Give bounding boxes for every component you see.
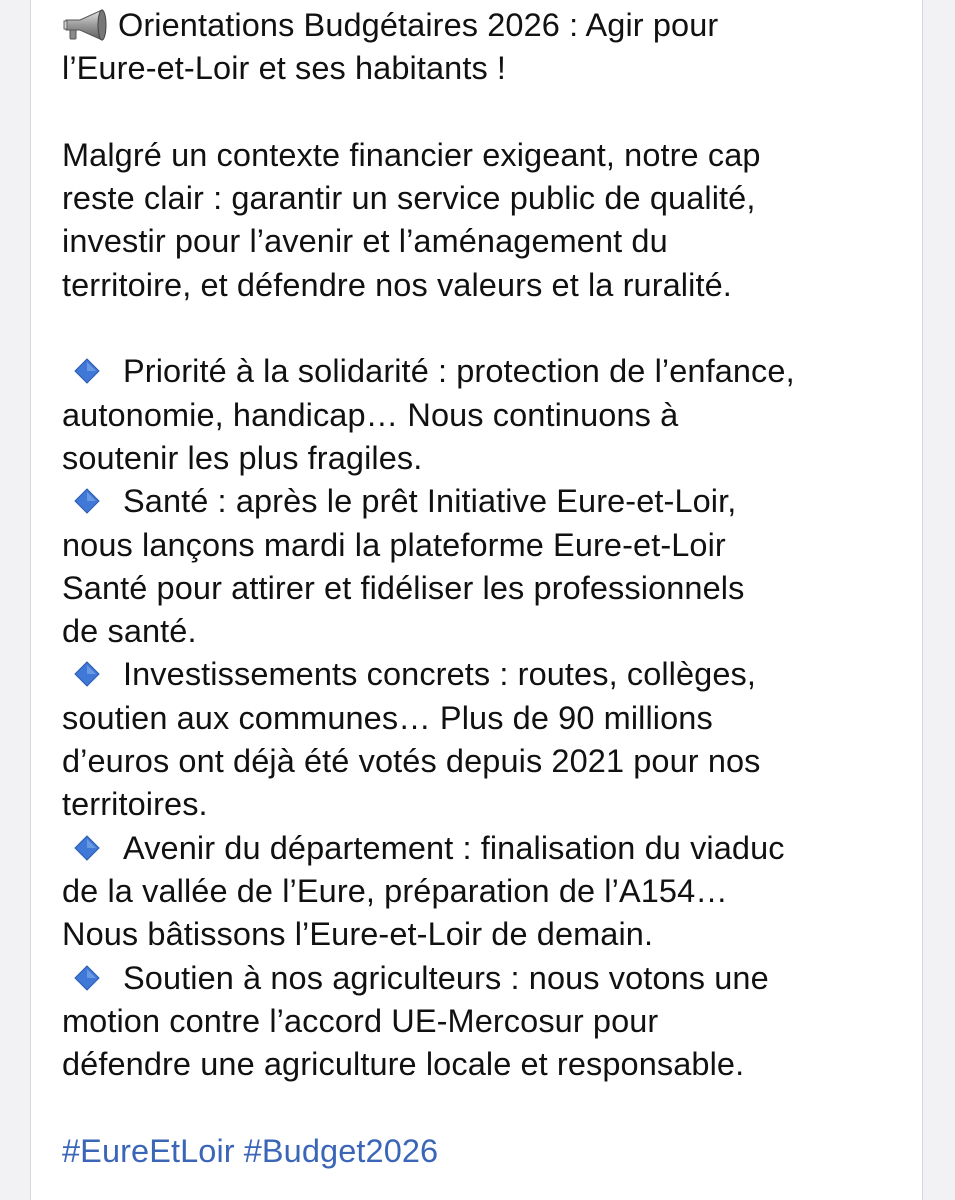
bullet-investissements-line-4: territoires. xyxy=(62,786,208,823)
blue-diamond-icon xyxy=(74,835,100,861)
post-title-line-1 xyxy=(62,4,902,47)
blue-diamond-icon xyxy=(74,488,100,514)
intro-line-4: territoire, et défendre nos valeurs et la ruralité. xyxy=(62,266,732,303)
hashtag-eureetloir-link[interactable]: #EureEtLoir xyxy=(62,1132,235,1169)
intro-line-2: reste clair : garantir un service public de qualité, xyxy=(62,180,756,217)
bullet-solidarite-line-2: autonomie, handicap… Nous continuons à xyxy=(62,396,679,433)
blue-diamond-icon xyxy=(74,661,100,687)
bullet-agriculteurs-line-3: défendre une agriculture locale et responsable. xyxy=(62,1046,745,1083)
hashtags xyxy=(62,1130,902,1173)
bullet-agriculteurs-line-2: motion contre l’accord UE-Mercosur pour xyxy=(62,1002,659,1039)
megaphone-icon xyxy=(62,8,110,42)
post-title-line-2: l’Eure-et-Loir et ses habitants ! xyxy=(62,50,507,87)
bullet-sante-line-2: nous lançons mardi la plateforme Eure-et-Loir xyxy=(62,526,726,563)
bullet-avenir-line-2: de la vallée de l’Eure, préparation de l’A154… xyxy=(62,872,728,909)
post-title-text-1: Orientations Budgétaires 2026 : Agir pour xyxy=(118,7,719,43)
bullet-investissements-line-1: Investissements concrets : routes, collèges, xyxy=(62,653,902,696)
intro-line-3: investir pour l’avenir et l’aménagement du xyxy=(62,223,668,260)
bullet-avenir-line-3: Nous bâtissons l’Eure-et-Loir de demain. xyxy=(62,916,654,953)
bullet-avenir-line-1: Avenir du département : finalisation du viaduc xyxy=(62,827,902,870)
post-body xyxy=(62,4,902,1173)
bullet-investissements-line-2: soutien aux communes… Plus de 90 millions xyxy=(62,699,713,736)
bullet-sante-line-3: Santé pour attirer et fidéliser les professionnels xyxy=(62,569,745,606)
bullet-sante-line-4: de santé. xyxy=(62,613,197,650)
post-card xyxy=(30,0,923,1200)
bullet-investissements-line-3: d’euros ont déjà été votés depuis 2021 pour nos xyxy=(62,743,761,780)
bullet-agriculteurs-line-1: Soutien à nos agriculteurs : nous votons une xyxy=(62,957,902,1000)
hashtag-budget2026-link[interactable]: #Budget2026 xyxy=(243,1132,439,1169)
blue-diamond-icon xyxy=(74,358,100,384)
bullet-solidarite-line-1: Priorité à la solidarité : protection de l’enfance, xyxy=(62,350,902,393)
bullet-sante-line-1: Santé : après le prêt Initiative Eure-et-Loir, xyxy=(62,480,902,523)
bullet-solidarite-line-3: soutenir les plus fragiles. xyxy=(62,439,423,476)
blue-diamond-icon xyxy=(74,965,100,991)
intro-line-1: Malgré un contexte financier exigeant, notre cap xyxy=(62,136,761,173)
